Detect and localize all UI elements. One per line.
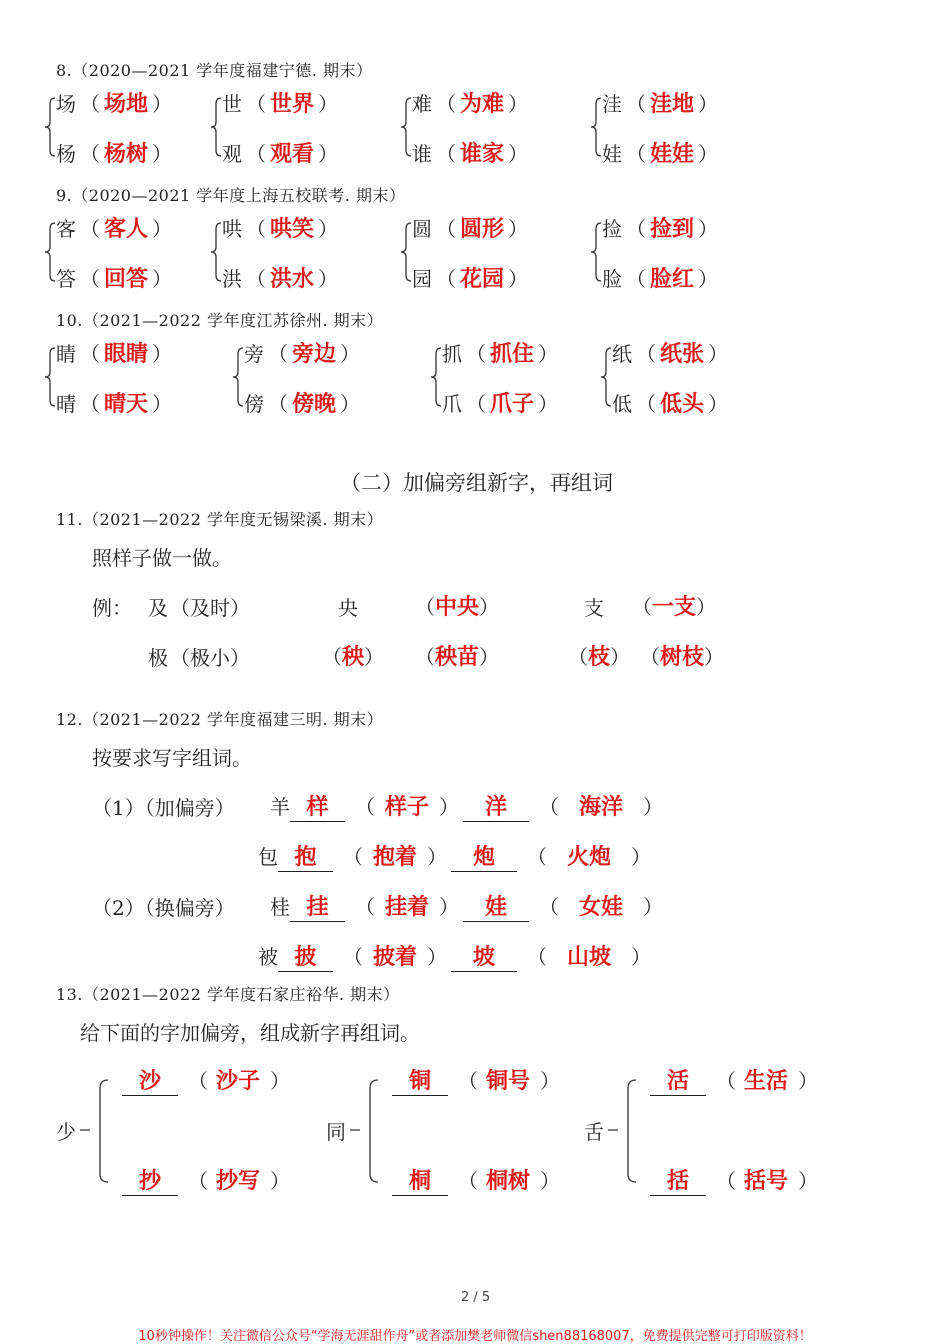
source-char: 低 bbox=[612, 392, 632, 416]
source-char: 脸 bbox=[602, 267, 622, 291]
example-char-1: 及 bbox=[148, 596, 168, 620]
q8-group-3: 难 （ 为难 ） 谁 （ 谁家 ） bbox=[400, 90, 590, 170]
new-char-blank: 沙 bbox=[122, 1064, 178, 1096]
zhi-answer-3: 树枝 bbox=[660, 644, 705, 670]
source-char: 杨 bbox=[56, 142, 76, 166]
brace-icon bbox=[44, 96, 56, 158]
q13-group-1: 少 沙 （ 沙子 ） 抄 （ 抄写 ） bbox=[56, 1060, 306, 1200]
source-char: 洪 bbox=[222, 267, 242, 291]
brace-icon bbox=[590, 221, 602, 283]
new-char-blank: 铜 bbox=[392, 1064, 448, 1096]
q10-group-3: 抓 （ 抓住 ） 爪 （ 爪子 ） bbox=[430, 340, 620, 420]
base-char: 少 bbox=[56, 1120, 76, 1144]
q10-group-4: 纸 （ 纸张 ） 低 （ 低头 ） bbox=[600, 340, 790, 420]
example-word-2: （极小） bbox=[170, 646, 250, 670]
brace-icon bbox=[44, 221, 56, 283]
answer-word: 脸红 bbox=[650, 266, 695, 292]
new-char-blank-1: 抱 bbox=[278, 840, 333, 872]
source-char: 难 bbox=[412, 92, 432, 116]
new-word: 桐树 bbox=[486, 1168, 531, 1194]
base-char: 同 bbox=[326, 1120, 346, 1144]
question-11-header: 11.（2021—2022 学年度无锡梁溪. 期末） bbox=[56, 510, 384, 529]
yang-char: 央 bbox=[338, 596, 358, 620]
answer-word: 谁家 bbox=[460, 141, 505, 167]
new-char-blank-1: 样 bbox=[290, 790, 345, 822]
answer-word: 回答 bbox=[104, 266, 149, 292]
q13-group-3: 舌 活 （ 生活 ） 括 （ 括号 ） bbox=[584, 1060, 834, 1200]
answer-word: 抓住 bbox=[490, 341, 535, 367]
answer-word: 洼地 bbox=[650, 91, 695, 117]
q8-group-4: 洼 （ 洼地 ） 娃 （ 娃娃 ） bbox=[590, 90, 780, 170]
branch-icon bbox=[78, 1078, 112, 1184]
yang-answer-3: 秧苗 bbox=[435, 644, 480, 670]
q12-row-3: 桂 挂 （ 挂着 ） 娃 （ 女娃 ） bbox=[270, 890, 663, 922]
brace-icon bbox=[400, 96, 412, 158]
answer-word: 场地 bbox=[104, 91, 149, 117]
new-word: 抄写 bbox=[216, 1168, 261, 1194]
new-char-blank-1: 挂 bbox=[290, 890, 345, 922]
section-title: （二）加偏旁组新字，再组词 bbox=[340, 471, 613, 495]
new-char-blank-2: 坡 bbox=[451, 940, 517, 972]
answer-word: 捡到 bbox=[650, 216, 695, 242]
answer-word: 晴天 bbox=[104, 391, 149, 417]
word-2: 火炮 bbox=[567, 844, 612, 870]
question-10-header: 10.（2021—2022 学年度江苏徐州. 期末） bbox=[56, 311, 384, 330]
q13-group-2: 同 铜 （ 铜号 ） 桐 （ 桐树 ） bbox=[326, 1060, 576, 1200]
question-9-header: 9.（2020—2021 学年度上海五校联考. 期末） bbox=[56, 186, 406, 205]
word-1: 披着 bbox=[373, 944, 418, 970]
new-word: 括号 bbox=[744, 1168, 789, 1194]
source-char: 答 bbox=[56, 267, 76, 291]
question-12-header: 12.（2021—2022 学年度福建三明. 期末） bbox=[56, 710, 384, 729]
word-1: 抱着 bbox=[373, 844, 418, 870]
q10-group-1: 睛 （ 眼睛 ） 晴 （ 晴天 ） bbox=[44, 340, 234, 420]
footer-note: 10秒钟操作！关注微信公众号“学海无涯甜作舟”或者添加樊老师微信shen88168007，免费提供完整可打印版资料！ bbox=[138, 1329, 812, 1344]
q9-group-3: 圆 （ 圆形 ） 园 （ 花园 ） bbox=[400, 215, 590, 295]
source-char: 抓 bbox=[442, 342, 462, 366]
q10-group-2: 旁 （ 旁边 ） 傍 （ 傍晚 ） bbox=[232, 340, 422, 420]
source-char: 捡 bbox=[602, 217, 622, 241]
word-2: 山坡 bbox=[567, 944, 612, 970]
word-2: 女娃 bbox=[579, 894, 624, 920]
new-char-blank: 抄 bbox=[122, 1164, 178, 1196]
brace-icon bbox=[210, 221, 222, 283]
yang-answer-2: 秧 bbox=[342, 644, 365, 670]
part-2-label: （2）（换偏旁） bbox=[92, 896, 235, 920]
q8-group-2: 世 （ 世界 ） 观 （ 观看 ） bbox=[210, 90, 400, 170]
q12-row-4: 被 披 （ 披着 ） 坡 （ 山坡 ） bbox=[258, 940, 651, 972]
question-8-header: 8.（2020—2021 学年度福建宁德. 期末） bbox=[56, 61, 373, 80]
source-char: 圆 bbox=[412, 217, 432, 241]
q9-group-4: 捡 （ 捡到 ） 脸 （ 脸红 ） bbox=[590, 215, 780, 295]
source-char: 爪 bbox=[442, 392, 462, 416]
source-char: 洼 bbox=[602, 92, 622, 116]
source-char: 客 bbox=[56, 217, 76, 241]
q12-row-2: 包 抱 （ 抱着 ） 炮 （ 火炮 ） bbox=[258, 840, 651, 872]
q9-group-2: 哄 （ 哄笑 ） 洪 （ 洪水 ） bbox=[210, 215, 400, 295]
source-char: 世 bbox=[222, 92, 242, 116]
source-char: 园 bbox=[412, 267, 432, 291]
answer-word: 低头 bbox=[660, 391, 705, 417]
word-1: 样子 bbox=[385, 794, 430, 820]
branch-icon bbox=[606, 1078, 640, 1184]
q8-group-1: 场 （ 场地 ） 杨 （ 杨树 ） bbox=[44, 90, 234, 170]
base-char: 羊 bbox=[270, 795, 290, 819]
q9-group-1: 客 （ 客人 ） 答 （ 回答 ） bbox=[44, 215, 234, 295]
question-13-header: 13.（2021—2022 学年度石家庄裕华. 期末） bbox=[56, 985, 400, 1004]
branch-icon bbox=[348, 1078, 382, 1184]
answer-word: 纸张 bbox=[660, 341, 705, 367]
brace-icon bbox=[430, 346, 442, 408]
page-number: 2 / 5 bbox=[461, 1290, 491, 1305]
question-12-instruction: 按要求写字组词。 bbox=[92, 746, 252, 770]
zhi-char: 支 bbox=[584, 596, 604, 620]
answer-word: 观看 bbox=[270, 141, 315, 167]
base-char: 舌 bbox=[584, 1120, 604, 1144]
new-char-blank-2: 娃 bbox=[463, 890, 529, 922]
new-word: 生活 bbox=[744, 1068, 789, 1094]
brace-icon bbox=[590, 96, 602, 158]
source-char: 观 bbox=[222, 142, 242, 166]
source-char: 哄 bbox=[222, 217, 242, 241]
base-char: 桂 bbox=[270, 895, 290, 919]
new-char-blank-2: 洋 bbox=[463, 790, 529, 822]
answer-word: 圆形 bbox=[460, 216, 505, 242]
example-word-1: （及时） bbox=[170, 596, 250, 620]
new-char-blank: 桐 bbox=[392, 1164, 448, 1196]
source-char: 旁 bbox=[244, 342, 264, 366]
yang-answer-1: 中央 bbox=[435, 594, 480, 620]
answer-word: 娃娃 bbox=[650, 141, 695, 167]
answer-word: 爪子 bbox=[490, 391, 535, 417]
source-char: 睛 bbox=[56, 342, 76, 366]
source-char: 谁 bbox=[412, 142, 432, 166]
answer-word: 傍晚 bbox=[292, 391, 337, 417]
zhi-answer-2: 枝 bbox=[588, 644, 611, 670]
answer-word: 旁边 bbox=[292, 341, 337, 367]
answer-word: 为难 bbox=[460, 91, 505, 117]
word-2: 海洋 bbox=[579, 794, 624, 820]
source-char: 场 bbox=[56, 92, 76, 116]
answer-word: 花园 bbox=[460, 266, 505, 292]
example-label: 例： bbox=[92, 596, 132, 620]
part-1-label: （1）（加偏旁） bbox=[92, 796, 235, 820]
brace-icon bbox=[600, 346, 612, 408]
source-char: 纸 bbox=[612, 342, 632, 366]
question-11-instruction: 照样子做一做。 bbox=[92, 546, 232, 570]
base-char: 包 bbox=[258, 845, 278, 869]
base-char: 被 bbox=[258, 945, 278, 969]
question-13-instruction: 给下面的字加偏旁，组成新字再组词。 bbox=[80, 1021, 420, 1045]
new-char-blank-1: 披 bbox=[278, 940, 333, 972]
answer-word: 客人 bbox=[104, 216, 149, 242]
source-char: 傍 bbox=[244, 392, 264, 416]
answer-word: 洪水 bbox=[270, 266, 315, 292]
q12-row-1: 羊 样 （ 样子 ） 洋 （ 海洋 ） bbox=[270, 790, 663, 822]
brace-icon bbox=[232, 346, 244, 408]
answer-word: 世界 bbox=[270, 91, 315, 117]
new-word: 铜号 bbox=[486, 1068, 531, 1094]
source-char: 娃 bbox=[602, 142, 622, 166]
zhi-answer-1: 一支 bbox=[652, 594, 697, 620]
answer-word: 眼睛 bbox=[104, 341, 149, 367]
example-char-2: 极 bbox=[148, 646, 168, 670]
brace-icon bbox=[210, 96, 222, 158]
new-char-blank: 括 bbox=[650, 1164, 706, 1196]
answer-word: 哄笑 bbox=[270, 216, 315, 242]
brace-icon bbox=[44, 346, 56, 408]
word-1: 挂着 bbox=[385, 894, 430, 920]
source-char: 晴 bbox=[56, 392, 76, 416]
new-char-blank: 活 bbox=[650, 1064, 706, 1096]
answer-word: 杨树 bbox=[104, 141, 149, 167]
brace-icon bbox=[400, 221, 412, 283]
new-word: 沙子 bbox=[216, 1068, 261, 1094]
new-char-blank-2: 炮 bbox=[451, 840, 517, 872]
